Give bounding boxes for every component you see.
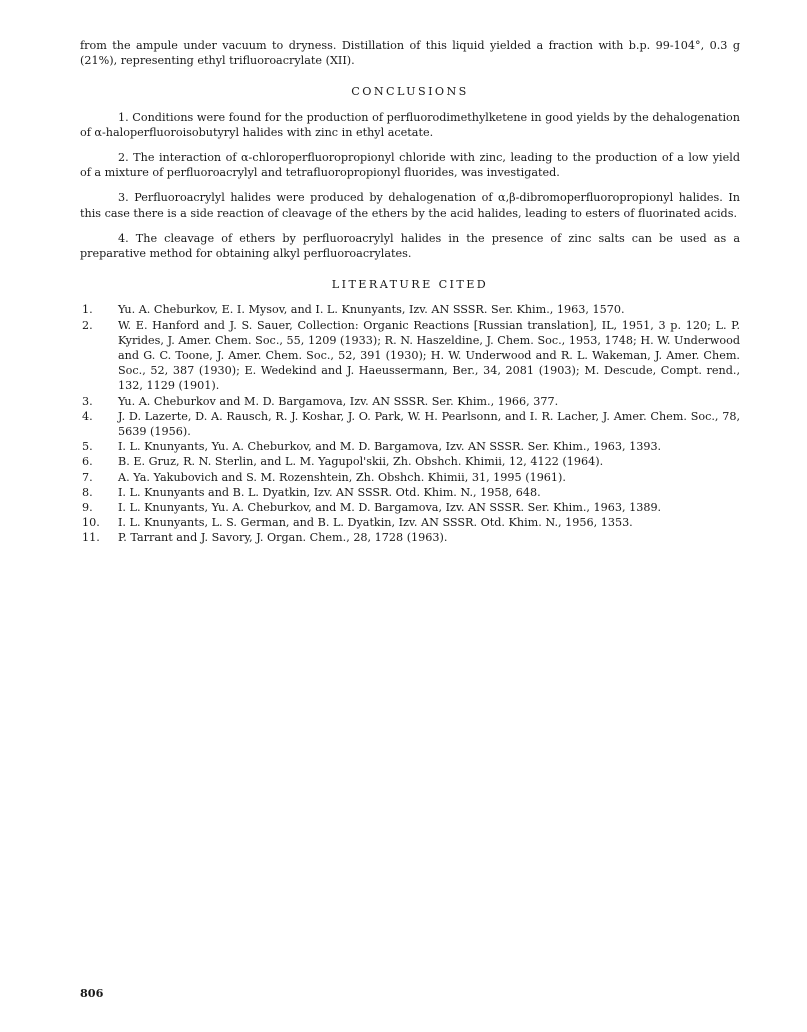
reference-text: I. L. Knunyants, L. S. German, and B. L. Dyatkin, Izv. AN SSSR. Otd. Khim. N., 1956, 1353.	[118, 516, 633, 530]
reference-text: Yu. A. Cheburkov, E. I. Mysov, and I. L. Knunyants, Izv. AN SSSR. Ser. Khim., 1963, 1570.	[118, 303, 625, 317]
reference-number: 2.	[82, 318, 93, 332]
reference-number: 8.	[82, 485, 93, 499]
reference-list	[80, 302, 740, 545]
reference-number: 7.	[82, 470, 93, 484]
reference-number: 10.	[82, 516, 100, 530]
conclusion-item: 3. Perfluoroacrylyl halides were produced by dehalogenation of α,β-dibromoperfluoropropionyl halides. In this case there is a side reaction of cleavage of the ethers by the acid halides, leading to esters of fluorinated acids.	[80, 191, 740, 220]
conclusion-item: 2. The interaction of α-chloroperfluoropropionyl chloride with zinc, leading to the production of a low yield of a mixture of perfluoroacrylyl and tetrafluoropropionyl fluorides, was investigated.	[80, 151, 740, 180]
reference-number: 5.	[82, 440, 93, 454]
reference-item	[80, 485, 740, 500]
reference-text: P. Tarrant and J. Savory, J. Organ. Chem., 28, 1728 (1963).	[118, 531, 448, 545]
reference-text: I. L. Knunyants, Yu. A. Cheburkov, and M. D. Bargamova, Izv. AN SSSR. Ser. Khim., 1963, 1389.	[118, 501, 662, 515]
conclusion-item: 1. Conditions were found for the production of perfluorodimethylketene in good yields by the dehalogenation of α-haloperfluoroisobutyryl halides with zinc in ethyl acetate.	[80, 110, 740, 139]
reference-item	[80, 454, 740, 469]
literature-heading: LITERATURE CITED	[331, 278, 489, 292]
conclusions-heading: CONCLUSIONS	[351, 85, 469, 99]
reference-number: 11.	[82, 531, 100, 545]
reference-item	[80, 394, 740, 409]
reference-item	[80, 515, 740, 530]
reference-text: I. L. Knunyants and B. L. Dyatkin, Izv. AN SSSR. Otd. Khim. N., 1958, 648.	[118, 485, 541, 499]
page-body	[80, 38, 740, 546]
reference-number: 3.	[82, 394, 93, 408]
reference-item	[80, 439, 740, 454]
intro-paragraph: from the ampule under vacuum to dryness. Distillation of this liquid yielded a fraction with b.p. 99-104°, 0.3 g (21%), representing ethyl trifluoroacrylate (XII).	[80, 39, 740, 68]
reference-item	[80, 302, 740, 317]
reference-item	[80, 530, 740, 545]
reference-text: B. E. Gruz, R. N. Sterlin, and L. M. Yagupol'skii, Zh. Obshch. Khimii, 12, 4122 (1964).	[118, 455, 604, 469]
reference-text: Yu. A. Cheburkov and M. D. Bargamova, Izv. AN SSSR. Ser. Khim., 1966, 377.	[118, 394, 559, 408]
reference-item	[80, 409, 740, 439]
reference-text: A. Ya. Yakubovich and S. M. Rozenshtein, Zh. Obshch. Khimii, 31, 1995 (1961).	[118, 470, 566, 484]
reference-item	[80, 318, 740, 394]
reference-text: J. D. Lazerte, D. A. Rausch, R. J. Koshar, J. O. Park, W. H. Pearlsonn, and I. R. Lacher, J. Amer. Chem. Soc., 78, 5639 (1956).	[118, 409, 740, 439]
reference-text: W. E. Hanford and J. S. Sauer, Collection: Organic Reactions [Russian translation], IL, 1951, 3 p. 120; L. P. Kyrides, J. Amer. Chem. Soc., 55, 1209 (1933); R. N. Haszeldine, J. Chem. Soc., 1953, 1748; H. W. Underwood and G. C. Toone, J. Amer. Chem. Soc., 52, 391 (1930); H. W. Underwood and R. L. Wakeman, J. Amer. Chem. Soc., 52, 387 (1930); E. Wedekind and J. Haeussermann, Ber., 34, 2081 (1903); M. Descude, Compt. rend., 132, 1129 (1901).	[118, 318, 740, 393]
reference-text: I. L. Knunyants, Yu. A. Cheburkov, and M. D. Bargamova, Izv. AN SSSR. Ser. Khim., 1963, 1393.	[118, 440, 662, 454]
reference-number: 4.	[82, 409, 93, 423]
reference-number: 1.	[82, 303, 93, 317]
conclusion-item: 4. The cleavage of ethers by perfluoroacrylyl halides in the presence of zinc salts can be used as a preparative method for obtaining alkyl perfluoroacrylates.	[80, 231, 740, 261]
reference-number: 6.	[82, 455, 93, 469]
reference-item	[80, 500, 740, 515]
reference-number: 9.	[82, 501, 93, 515]
page-number: 806	[80, 986, 104, 1000]
reference-item	[80, 470, 740, 485]
